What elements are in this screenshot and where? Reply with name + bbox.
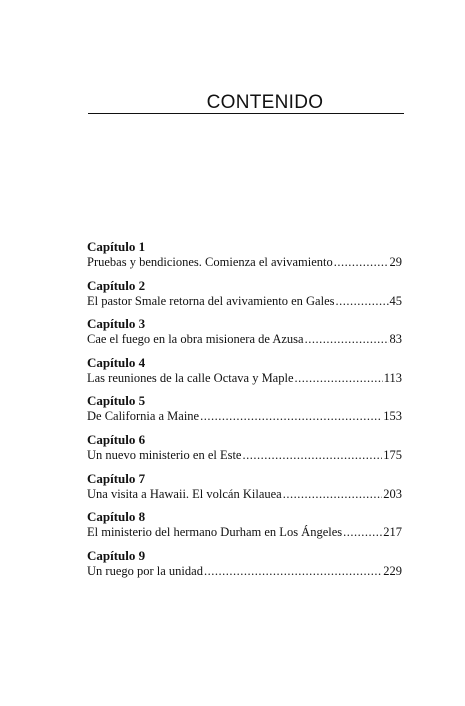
- chapter-title: De California a Maine: [87, 409, 200, 424]
- toc-entry-1: [87, 239, 402, 278]
- dot-leader: [305, 331, 389, 348]
- toc-entry-line: [87, 486, 402, 503]
- toc-entry-line: [87, 331, 402, 348]
- toc-entry-4: [87, 355, 402, 394]
- page-number: 203: [383, 486, 402, 501]
- page-number: 29: [389, 255, 402, 269]
- toc-entry-line: [87, 524, 402, 541]
- chapter-title: El pastor Smale retorna del avivamiento en Gales: [87, 293, 335, 308]
- dot-leader: [200, 408, 382, 425]
- chapter-label: Capítulo 1: [87, 239, 146, 254]
- chapter-title: Un ruego por la unidad: [87, 563, 203, 578]
- toc-entry-line: [87, 447, 402, 464]
- toc-entry-9: [87, 548, 402, 587]
- dot-leader: [334, 254, 389, 271]
- toc-entry-line: [87, 408, 402, 425]
- toc-entry-line: [87, 563, 402, 580]
- chapter-title: Cae el fuego en la obra misionera de Azusa: [87, 332, 304, 347]
- toc-entry-2: [87, 278, 402, 317]
- chapter-title: Pruebas y bendiciones. Comienza el avivamiento: [87, 255, 333, 269]
- title-underline: [88, 113, 404, 114]
- toc-entry-7: [87, 471, 402, 510]
- chapter-label: Capítulo 8: [87, 509, 146, 525]
- dot-leader: [204, 563, 382, 580]
- table-of-contents: [87, 239, 402, 586]
- page-number: 113: [383, 370, 402, 385]
- page-number: 229: [383, 563, 402, 578]
- toc-entry-line: [87, 254, 402, 271]
- dot-leader: [242, 447, 382, 464]
- chapter-label: Capítulo 9: [87, 547, 146, 563]
- toc-entry-line: [87, 370, 402, 387]
- chapter-label: Capítulo 7: [87, 470, 146, 486]
- chapter-label: Capítulo 3: [87, 316, 146, 332]
- chapter-label: Capítulo 5: [87, 393, 146, 409]
- dot-leader: [336, 293, 389, 310]
- page-title: CONTENIDO: [206, 92, 324, 113]
- page-number: 175: [383, 447, 402, 462]
- page-number: 45: [389, 293, 402, 308]
- chapter-title: Las reuniones de la calle Octava y Maple: [87, 370, 294, 385]
- toc-entry-8: [87, 509, 402, 548]
- chapter-label: Capítulo 2: [87, 277, 146, 293]
- dot-leader: [283, 486, 383, 503]
- toc-entry-6: [87, 432, 402, 471]
- dot-leader: [343, 524, 382, 541]
- page-number: 153: [383, 409, 402, 424]
- chapter-title: El ministerio del hermano Durham en Los Ángeles: [87, 525, 343, 540]
- page-number: 83: [389, 332, 402, 347]
- toc-entry-5: [87, 393, 402, 432]
- chapter-title: Una visita a Hawaii. El volcán Kilauea: [87, 486, 282, 501]
- chapter-label: Capítulo 6: [87, 431, 146, 447]
- page-number: 217: [383, 525, 402, 540]
- toc-entry-line: [87, 293, 402, 310]
- chapter-label: Capítulo 4: [87, 354, 146, 370]
- toc-entry-3: [87, 316, 402, 355]
- dot-leader: [295, 370, 383, 387]
- chapter-title: Un nuevo ministerio en el Este: [87, 447, 242, 462]
